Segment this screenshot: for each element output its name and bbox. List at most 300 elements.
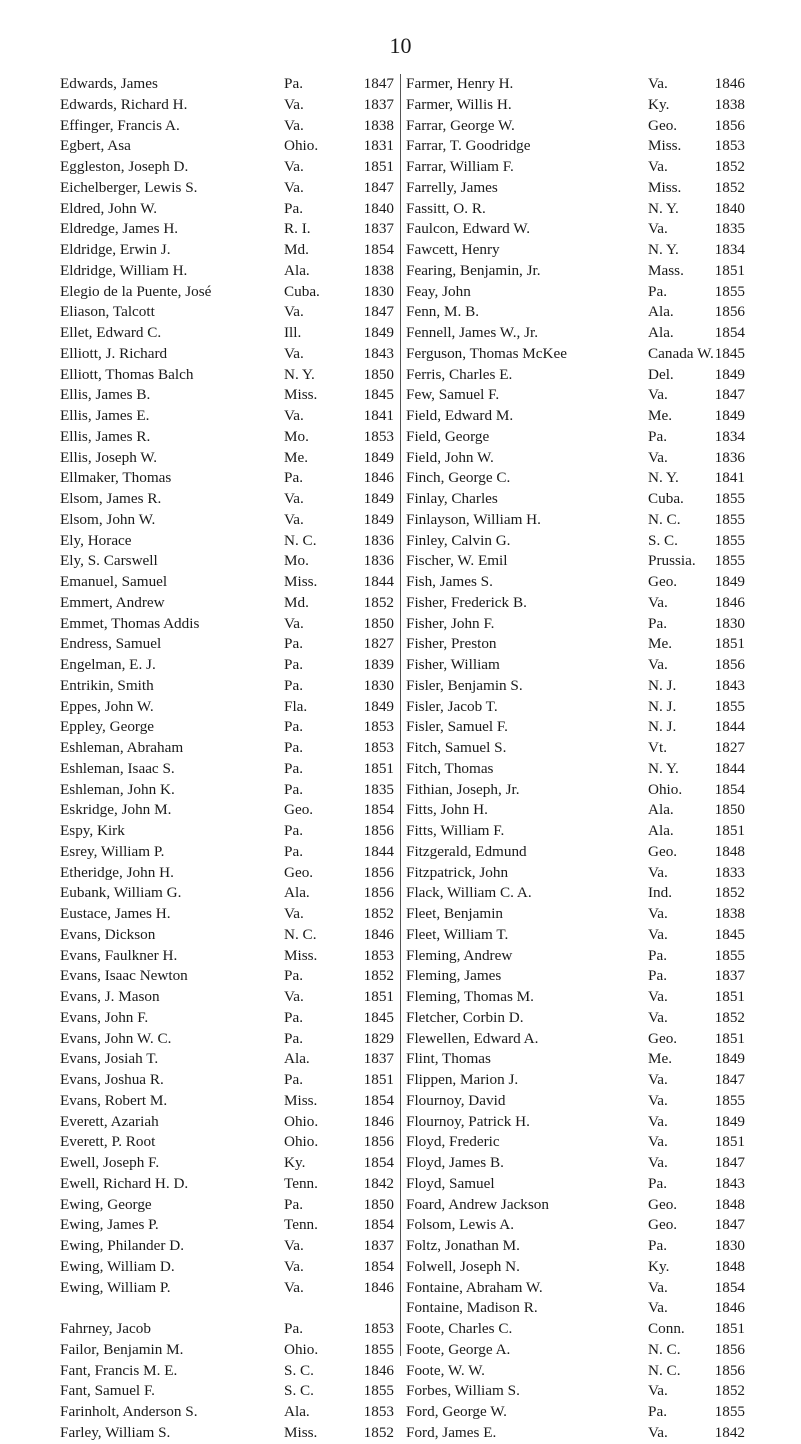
entry-row: [60, 261, 400, 282]
entry-state: Ala.: [648, 303, 674, 321]
entry-state: Va.: [648, 1382, 668, 1400]
entry-name: Ellet, Edward C.: [60, 324, 162, 341]
entry-year: 1840: [363, 199, 394, 217]
entry-name: Flournoy, Patrick H.: [406, 1112, 530, 1130]
entry-name: Fitzpatrick, John: [406, 863, 509, 881]
entry-name: Field, Edward M.: [406, 407, 514, 424]
entry-row: [406, 717, 751, 738]
entry-state: Va.: [648, 925, 668, 943]
entry-year: 1849: [714, 1112, 745, 1130]
entry-row: [60, 863, 400, 884]
entry-year: 1854: [714, 780, 745, 798]
entry-year: 1849: [363, 448, 394, 466]
entry-year: 1837: [363, 1050, 394, 1068]
entry-row: [60, 95, 400, 116]
entry-name: Fitts, William F.: [406, 822, 505, 839]
entry-name: Failor, Benjamin M.: [60, 1340, 184, 1358]
entry-year: 1854: [363, 801, 394, 819]
entry-state: Va.: [648, 1008, 668, 1026]
entry-year: 1855: [714, 531, 745, 549]
entry-year: 1836: [714, 448, 745, 466]
entry-state: Va.: [284, 303, 304, 321]
entry-name: Everett, Azariah: [60, 1112, 159, 1130]
entry-state: Va.: [284, 1257, 304, 1275]
entry-name: Finlay, Charles: [406, 490, 498, 507]
entry-row: [406, 1340, 751, 1361]
entry-year: 1855: [714, 697, 745, 715]
entry-row: [406, 199, 751, 220]
entry-year: 1854: [363, 1257, 394, 1275]
entry-state: Va.: [284, 116, 304, 134]
entry-state: Conn.: [648, 1320, 685, 1337]
entry-year: 1838: [714, 95, 745, 113]
entry-row: [406, 1091, 751, 1112]
entry-row: [406, 1402, 751, 1423]
entry-name: Evans, John W. C.: [60, 1029, 172, 1047]
entry-name: Ferris, Charles E.: [406, 365, 513, 383]
entry-year: 1845: [363, 1008, 394, 1026]
entry-row: [60, 510, 400, 531]
entry-year: 1846: [363, 469, 394, 487]
entry-state: Miss.: [284, 573, 318, 590]
entry-row: [406, 759, 751, 780]
entry-year: 1846: [714, 1299, 745, 1317]
entry-year: 1849: [363, 324, 394, 341]
entry-row: [60, 136, 400, 157]
entry-state: Va.: [284, 158, 304, 175]
entry-row: [406, 1070, 751, 1091]
entry-name: Foard, Andrew Jackson: [406, 1195, 549, 1213]
entry-state: Va.: [284, 95, 304, 113]
entry-year: 1838: [714, 905, 745, 922]
entry-year: 1851: [363, 988, 394, 1005]
entry-year: 1850: [363, 614, 394, 632]
entry-year: 1845: [714, 925, 745, 943]
entry-name: Few, Samuel F.: [406, 386, 500, 404]
entry-row: [406, 883, 751, 904]
entry-year: 1851: [363, 1071, 394, 1088]
entry-row: [406, 261, 751, 282]
entry-row: [406, 385, 751, 406]
entry-name: Floyd, Frederic: [406, 1133, 500, 1151]
entry-row: [406, 240, 751, 261]
entry-name: Eppley, George: [60, 718, 155, 736]
entry-row: [406, 1174, 751, 1195]
entry-year: 1852: [714, 1382, 745, 1400]
entry-row: [406, 531, 751, 552]
entry-name: Fisler, Jacob T.: [406, 697, 498, 715]
entry-state: Pa.: [284, 1195, 303, 1213]
entry-year: 1852: [363, 593, 394, 611]
entry-year: 1852: [363, 905, 394, 922]
entry-state: Va.: [648, 1091, 668, 1109]
entry-row: [406, 1257, 751, 1278]
entry-name: Fassitt, O. R.: [406, 199, 486, 217]
entry-name: Evans, John F.: [60, 1008, 149, 1026]
entry-state: Va.: [284, 510, 304, 528]
entry-state: Prussia.: [648, 552, 696, 570]
entry-row: [406, 1215, 751, 1236]
entry-name: Ford, George W.: [406, 1403, 507, 1420]
entry-year: 1836: [363, 552, 394, 570]
entry-year: 1834: [714, 427, 745, 445]
entry-state: Pa.: [284, 780, 303, 798]
entry-row: [60, 116, 400, 137]
entry-row: [406, 365, 751, 386]
entry-state: Miss.: [648, 137, 682, 155]
entry-year: 1845: [714, 344, 745, 362]
entry-row: [406, 1195, 751, 1216]
entry-state: N. Y.: [648, 199, 679, 217]
entry-state: Va.: [284, 178, 304, 196]
entry-state: Ala.: [284, 1050, 310, 1068]
entry-year: 1851: [714, 1320, 745, 1337]
entry-year: 1851: [714, 261, 745, 279]
entry-state: Pa.: [284, 739, 303, 756]
entry-state: Ala.: [284, 884, 310, 902]
entry-name: Eggleston, Joseph D.: [60, 158, 189, 175]
entry-year: 1856: [363, 1133, 394, 1151]
entry-state: N. C.: [648, 1361, 681, 1379]
entry-year: 1835: [363, 780, 394, 798]
entry-year: 1849: [363, 510, 394, 528]
entry-state: Pa.: [284, 1071, 303, 1088]
entry-name: Feay, John: [406, 282, 471, 300]
entry-row: [60, 614, 400, 635]
entry-name: Eshleman, Isaac S.: [60, 759, 175, 777]
entry-year: 1844: [714, 759, 745, 777]
entry-year: 1854: [363, 1154, 394, 1171]
entry-row: [60, 780, 400, 801]
entry-name: Fontaine, Madison R.: [406, 1299, 538, 1317]
entry-year: 1846: [363, 1278, 394, 1296]
entry-state: Geo.: [284, 863, 314, 881]
entry-year: 1847: [714, 1071, 745, 1088]
entry-state: Ala.: [648, 801, 674, 819]
entry-row: [406, 116, 751, 137]
entry-name: Fant, Samuel F.: [60, 1382, 155, 1400]
entry-name: Farrar, T. Goodridge: [406, 137, 531, 155]
entry-state: Pa.: [648, 282, 667, 300]
entry-row: [60, 883, 400, 904]
entry-name: Field, John W.: [406, 448, 494, 466]
entry-name: Eskridge, John M.: [60, 801, 172, 819]
entry-year: 1846: [714, 593, 745, 611]
entry-year: 1854: [363, 1216, 394, 1234]
entry-year: 1831: [363, 137, 394, 155]
entry-state: Pa.: [284, 635, 303, 653]
entry-state: Va.: [284, 1278, 304, 1296]
entry-state: Md.: [284, 241, 309, 258]
entry-year: 1850: [363, 365, 394, 383]
entry-year: 1855: [714, 510, 745, 528]
entry-state: Tenn.: [284, 1216, 318, 1234]
entry-name: Fisher, Frederick B.: [406, 593, 527, 611]
entry-year: 1841: [714, 469, 745, 487]
entry-row: [60, 219, 400, 240]
entry-year: 1843: [714, 676, 745, 694]
page-number: 10: [389, 33, 412, 58]
entry-row: [406, 634, 751, 655]
entry-row: [406, 302, 751, 323]
entry-name: Farrelly, James: [406, 178, 498, 196]
entry-row: [406, 946, 751, 967]
entry-row: [406, 1236, 751, 1257]
entry-row: [60, 1132, 400, 1153]
entry-row: [60, 1153, 400, 1174]
entry-year: 1855: [714, 1403, 745, 1420]
entry-row: [60, 1112, 400, 1133]
entry-name: Finley, Calvin G.: [406, 531, 511, 549]
entry-year: 1849: [714, 365, 745, 383]
entry-state: Va.: [284, 1237, 304, 1254]
entry-row: [60, 655, 400, 676]
entry-row: [60, 178, 400, 199]
entry-state: Miss.: [284, 386, 318, 404]
entry-state: Geo.: [648, 1216, 678, 1234]
entry-row: [60, 157, 400, 178]
entry-name: Fontaine, Abraham W.: [406, 1278, 543, 1296]
entry-row: [60, 676, 400, 697]
entry-row: [60, 1402, 400, 1423]
entry-state: N. Y.: [648, 469, 679, 487]
entry-row: [406, 448, 751, 469]
entry-state: Mo.: [284, 552, 309, 570]
entry-name: Eldridge, Erwin J.: [60, 241, 171, 258]
entry-year: 1853: [363, 1403, 394, 1420]
entry-state: Pa.: [648, 1174, 667, 1192]
entry-year: 1830: [714, 614, 745, 632]
entry-year: 1855: [714, 552, 745, 570]
entry-row: [60, 1319, 400, 1340]
entry-row: [60, 199, 400, 220]
entry-row: [60, 1278, 400, 1299]
entry-state: N. Y.: [284, 365, 315, 383]
entry-year: 1849: [714, 573, 745, 590]
entry-row: [406, 987, 751, 1008]
entry-state: Pa.: [284, 1320, 303, 1337]
entry-name: Fithian, Joseph, Jr.: [406, 780, 520, 798]
entry-state: N. Y.: [648, 241, 679, 258]
entry-state: Pa.: [648, 1237, 667, 1254]
entry-state: Pa.: [284, 199, 303, 217]
entry-year: 1846: [714, 75, 745, 92]
entry-row: [60, 427, 400, 448]
entry-row: [406, 614, 751, 635]
entry-state: Ala.: [284, 1403, 310, 1420]
entry-row: [60, 489, 400, 510]
entry-name: Fleet, William T.: [406, 925, 509, 943]
entry-row: [60, 1049, 400, 1070]
entry-row: [406, 157, 751, 178]
entry-year: 1852: [363, 1423, 394, 1441]
entry-row: [60, 1029, 400, 1050]
entry-year: 1830: [363, 676, 394, 694]
entry-state: Ky.: [648, 1257, 670, 1275]
entry-name: Fawcett, Henry: [406, 241, 500, 258]
entry-state: Ky.: [284, 1154, 306, 1171]
entry-name: Flewellen, Edward A.: [406, 1029, 539, 1047]
entry-row: [60, 572, 400, 593]
entry-year: 1856: [363, 822, 394, 839]
entry-name: Everett, P. Root: [60, 1133, 156, 1151]
entry-state: Ohio.: [284, 1112, 319, 1130]
entry-name: Fitch, Samuel S.: [406, 739, 507, 756]
entry-name: Espy, Kirk: [60, 822, 125, 839]
entry-state: Va.: [648, 158, 668, 175]
entry-row: [60, 344, 400, 365]
entry-row: [60, 1381, 400, 1402]
entry-state: Va.: [648, 386, 668, 404]
entry-state: Va.: [648, 448, 668, 466]
entry-name: Ellis, James E.: [60, 407, 150, 424]
entry-state: Va.: [648, 1133, 668, 1151]
entry-row: [406, 1319, 751, 1340]
entry-row: [406, 282, 751, 303]
entry-year: 1844: [714, 718, 745, 736]
entry-state: Cuba.: [284, 282, 320, 300]
entry-name: Fisher, Preston: [406, 635, 497, 653]
entry-row: [406, 323, 751, 344]
entry-row: [406, 738, 751, 759]
entry-year: 1856: [714, 116, 745, 134]
entry-name: Ellis, Joseph W.: [60, 448, 158, 466]
entry-name: Eldridge, William H.: [60, 261, 188, 279]
entry-row: [406, 800, 751, 821]
entry-row: [406, 74, 751, 95]
entry-year: 1851: [363, 158, 394, 175]
entry-row: [60, 1361, 400, 1382]
entry-state: Ohio.: [284, 1133, 319, 1151]
entry-state: Pa.: [648, 946, 667, 964]
entry-year: 1854: [714, 324, 745, 341]
entry-row: [60, 1174, 400, 1195]
entry-state: Pa.: [284, 676, 303, 694]
entry-name: Effinger, Francis A.: [60, 116, 180, 134]
entry-name: Fisler, Benjamin S.: [406, 676, 523, 694]
entry-year: 1843: [714, 1174, 745, 1192]
entry-year: 1846: [363, 925, 394, 943]
entry-name: Flournoy, David: [406, 1091, 506, 1109]
entry-year: 1852: [363, 967, 394, 985]
entry-state: Va.: [648, 863, 668, 881]
entry-state: Va.: [284, 905, 304, 922]
entry-state: Ala.: [284, 261, 310, 279]
entry-year: 1847: [714, 1154, 745, 1171]
entry-year: 1849: [363, 490, 394, 507]
entry-state: Canada W.: [648, 344, 714, 362]
entry-name: Ferguson, Thomas McKee: [406, 344, 567, 362]
entry-state: Geo.: [648, 842, 678, 860]
entry-name: Fearing, Benjamin, Jr.: [406, 261, 541, 279]
entry-name: Foote, W. W.: [406, 1361, 485, 1379]
entry-state: Pa.: [284, 469, 303, 487]
entry-year: 1850: [714, 801, 745, 819]
entry-year: 1847: [714, 1216, 745, 1234]
entry-row: [406, 510, 751, 531]
entry-state: Geo.: [648, 116, 678, 134]
entry-name: Folwell, Joseph N.: [406, 1257, 520, 1275]
entry-state: Va.: [648, 988, 668, 1005]
entry-name: Flippen, Marion J.: [406, 1071, 519, 1088]
entry-name: Evans, Faulkner H.: [60, 946, 178, 964]
entry-name: Elegio de la Puente, José: [60, 282, 212, 300]
entry-name: Etheridge, John H.: [60, 863, 174, 881]
entry-name: Eubank, William G.: [60, 884, 182, 902]
entry-row: [60, 904, 400, 925]
entry-state: Del.: [648, 365, 674, 383]
entry-name: Forbes, William S.: [406, 1382, 520, 1400]
entry-row: [60, 1070, 400, 1091]
entry-name: Folsom, Lewis A.: [406, 1216, 515, 1234]
entry-state: N. C.: [648, 510, 681, 528]
entry-name: Ely, Horace: [60, 531, 132, 549]
entry-year: 1852: [714, 884, 745, 902]
entry-state: Miss.: [284, 1423, 318, 1441]
entry-row: [60, 1008, 400, 1029]
entry-state: Fla.: [284, 697, 308, 715]
entry-name: Floyd, Samuel: [406, 1174, 495, 1192]
entry-state: Pa.: [648, 1403, 667, 1420]
entry-name: Ewing, William P.: [60, 1278, 171, 1296]
entry-row: [60, 74, 400, 95]
entry-state: Pa.: [284, 656, 303, 673]
entry-year: 1838: [363, 116, 394, 134]
entry-year: 1840: [714, 199, 745, 217]
entry-row: [406, 427, 751, 448]
entry-year: 1847: [363, 303, 394, 321]
entry-year: 1846: [363, 1112, 394, 1130]
entry-row: [60, 1257, 400, 1278]
entry-row: [60, 1298, 400, 1319]
entry-row: [406, 1008, 751, 1029]
entry-state: Pa.: [284, 967, 303, 985]
entry-year: 1854: [714, 1278, 745, 1296]
entry-state: Me.: [284, 448, 309, 466]
entry-name: Flack, William C. A.: [406, 884, 532, 902]
entry-state: Va.: [648, 656, 668, 673]
entry-name: Fleet, Benjamin: [406, 905, 504, 922]
entry-row: [406, 468, 751, 489]
entry-year: 1837: [363, 95, 394, 113]
entry-year: 1854: [363, 241, 394, 258]
entry-name: Fleming, Thomas M.: [406, 988, 534, 1005]
entry-state: N. Y.: [648, 759, 679, 777]
entry-year: 1847: [363, 75, 394, 92]
entry-row: [406, 780, 751, 801]
entry-name: Fisler, Samuel F.: [406, 718, 508, 736]
entry-name: Fleming, James: [406, 967, 502, 985]
entry-name: Ely, S. Carswell: [60, 552, 158, 570]
entry-name: Fish, James S.: [406, 573, 493, 590]
entry-state: Pa.: [284, 718, 303, 736]
entry-state: Pa.: [648, 967, 667, 985]
entry-name: Finch, George C.: [406, 469, 511, 487]
entry-name: Engelman, E. J.: [60, 656, 156, 673]
entry-name: Fitch, Thomas: [406, 759, 494, 777]
entry-year: 1853: [363, 739, 394, 756]
entry-row: [60, 738, 400, 759]
entry-name: Evans, Joshua R.: [60, 1071, 164, 1088]
entry-year: 1852: [714, 1008, 745, 1026]
entry-row: [406, 344, 751, 365]
entry-year: 1855: [714, 1091, 745, 1109]
entry-year: 1844: [363, 573, 394, 590]
entry-state: Pa.: [284, 759, 303, 777]
entry-name: Emanuel, Samuel: [60, 573, 168, 590]
entry-year: 1846: [363, 1361, 394, 1379]
entry-state: Geo.: [648, 1195, 678, 1213]
